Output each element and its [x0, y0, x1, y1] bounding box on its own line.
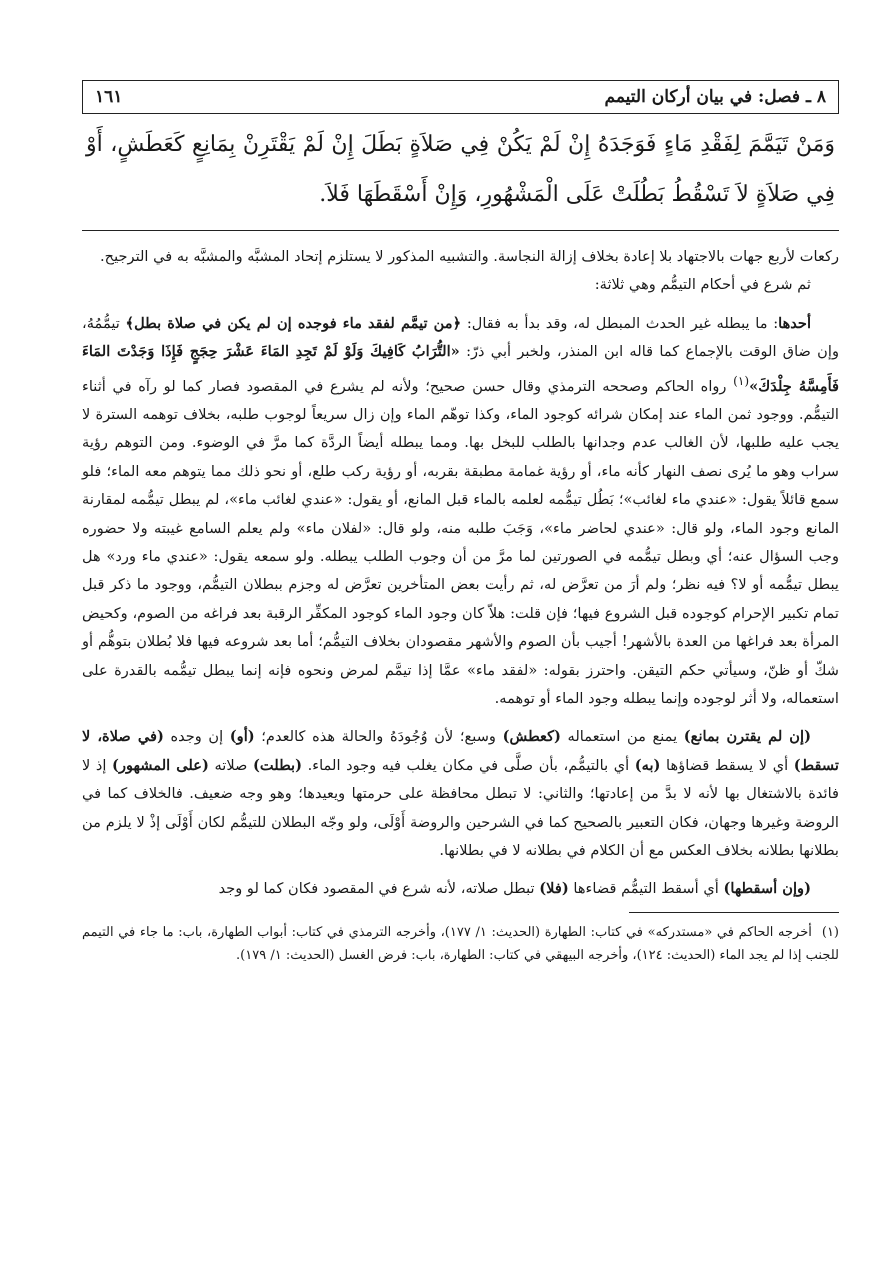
- commentary: [82, 243, 839, 904]
- text-run: : ما يبطله غير الحدث المبطل له، وقد بدأ به فقال:: [461, 314, 779, 332]
- text-run: تيمُّمُهُ، وإن ضاق الوقت بالإجماع كما قاله ابن المنذر، ولخبر أبي ذرّ:: [82, 314, 839, 361]
- footnote-reference[interactable]: (١): [733, 373, 750, 388]
- footnote-rule: [629, 912, 839, 913]
- commentary-paragraph-5: [82, 875, 839, 903]
- keyword: (كعطش): [502, 728, 561, 746]
- matn-quote: ﴿من تيمَّم لفقد ماء فوجده إن لم يكن في صلاة بطل﴾: [125, 314, 462, 332]
- commentary-paragraph-1: ركعات لأربع جهات بالاجتهاد بلا إعادة بخلاف إزالة النجاسة. والتشبيه المذكور لا يستلزم إتحاد المشبَّه والمشبَّه به في الترجيح.: [100, 248, 839, 265]
- separator-rule: [82, 230, 839, 231]
- running-header: [82, 80, 839, 114]
- commentary-paragraph-4: [82, 723, 839, 865]
- text-run: صلاته: [208, 756, 254, 774]
- page-number: ١٦١: [95, 87, 123, 107]
- keyword: (به): [634, 756, 661, 774]
- keyword: (وإن أسقطها): [723, 880, 811, 898]
- hadith-quote: «التُّرَابُ كَافِيكَ وَلَوْ لَمْ تَجِدِ المَاءَ عَشْرَ حِجَجٍ فَإِذَا وَجَدْتَ المَاءَ فَأَمِسَّهُ جِلْدَكَ»: [82, 343, 839, 395]
- text-run: رواه الحاكم وصححه الترمذي وقال حسن صحيح؛ ولأنه لم يشرع في المقصود فصار كما لو رآه في أثناء التيمُّم. ووجود ثمن الماء عند إمكان شرائه كوجود الماء، وكذا توهّم الماء وإن زال سريعاً لوجوب طلبه، بخلاف توهمه السترة لا يجب عليه طلبها، لأن الغالب عدم وجدانها بالطلب للبخل بها. ومما يبطله أيضاً الردَّة كما مرَّ في الوضوء. ومن التوهم رؤية سراب وهو ما يُرى نصف النهار كأنه ماء، أو رؤية غمامة مطبقة بقربه، أو رؤية ركب طلع، أو نحو ذلك مما يتوهم معه الماء؛ فلو سمع قائلاً يقول: «عندي ماء لغائب»؛ بَطُل تيمُّمه لعلمه بالماء قبل المانع، أو يقول: «عندي لغائب ماء»، لم يبطل تيمُّمه لمقارنة المانع وجود الماء، ولو قال: «عندي لحاضر ماء»، وَجَبَ طلبه منه، ولو قال: «لفلان ماء» ولم يعلم السامع غيبته ولا حضوره وجب السؤال عنه؛ أي وبطل تيمُّمه في الصورتين لما مرَّ من أن وجوب الطلب يبطله. ولو سمعه يقول: «عندي ماء ورد» هل يبطل تيمُّمه أو لا؟ فيه نظر؛ ولم أرَ من تعرَّض له، ثم رأيت بعض المتأخرين تعرَّض له وجزم ببطلان التيمُّم، ووجود ما ذكر قبل تمام تكبير الإحرام كوجوده قبل الشروع فيها؛ فإن قلت: هلاّ كان وجود الماء كوجود المكفِّر الرقبة بعد فراغه من الصوم، وكحيض المرأة بعد فراغها من العدة بالأشهر! أجيب بأن الصوم والأشهر مقصودان بخلاف التيمُّم؛ أما بعد شروعه فيها فلا بُطلان بتوهُّم أو شكّ أو ظنّ، وسيأتي حكم التيقن. واحترز بقوله: «لفقد ماء» عمَّا إذا تيمَّم لمرض ونحوه فإنه إنما يبطل تيمُّمه بالقدرة على استعماله، ولا أثر لوجوده وإنما يبطله وجود الماء أو توهمه.: [82, 377, 839, 707]
- keyword: (على المشهور): [112, 756, 209, 774]
- commentary-paragraph-2: ثم شرع في أحكام التيمُّم وهي ثلاثة:: [594, 276, 811, 294]
- keyword: (أو): [229, 728, 255, 746]
- text-run: وسبع؛ لأن وُجُودَهُ والحالة هذه كالعدم؛: [254, 728, 503, 746]
- section-title: ٨ ـ فصل: في بيان أركان التيمم: [604, 87, 826, 107]
- footnote-text: أخرجه الحاكم في «مستدركه» في كتاب: الطهارة (الحديث: ١/ ١٧٧)، وأخرجه الترمذي في كتاب: أبواب الطهارة، باب: ما جاء في التيمم للجنب إذا لم يجد الماء (الحديث: ١٢٤)، وأخرجه البيهقي في كتاب: الطهارة، باب: فرض الغسل (الحديث: ١/ ١٧٩).: [82, 924, 839, 963]
- text-run: إن وجده: [163, 728, 230, 746]
- text-run: أي بالتيمُّم، بأن صلَّى في مكان يغلب فيه وجود الماء.: [302, 756, 635, 774]
- text-run: تبطل صلاته، لأنه شرع في المقصود فكان كما لو وجد: [218, 880, 540, 898]
- matn-text: وَمَنْ تَيَمَّمَ لِفَقْدِ مَاءٍ فَوَجَدَهُ إِنْ لَمْ يَكُنْ فِي صَلاَةٍ بَطَلَ إِنْ لَمْ يَقْتَرِنْ بِمَانِعٍ كَعَطَشٍ، أَوْ فِي صَلاَةٍ لاَ تَسْقُطُ بَطُلَتْ عَلَى الْمَشْهُورِ، وَإِنْ أَسْقَطَهَا فَلاَ.: [86, 132, 835, 207]
- text-run: إذ لا فائدة بالاشتغال بها لأنه لا بدَّ من إعادتها؛ والثاني: لا تبطل محافظة على حرمتها ويعيدها؛ وهو وجه ضعيف. فالخلاف كما في الروضة وغيرها وجهان، فكان التعبير بالصحيح كما في الشرحين والروضة أَوْلَى، ولو وجّه البطلان للتيمُّم لكان أَوْلَى إذْ لا يلزم من بطلانها بطلانه بخلاف العكس مع أن الكلام في بطلانه لا في بطلانها.: [82, 756, 839, 859]
- footnote-number: (١): [821, 924, 839, 940]
- text-run: يمنع من استعماله: [560, 728, 684, 746]
- footnote: [82, 921, 839, 967]
- book-page: [82, 80, 839, 967]
- keyword: (في صلاة، لا تسقط): [82, 728, 839, 774]
- text-run: أي أسقط التيمُّم قضاءها: [568, 880, 724, 898]
- commentary-paragraph-3: [82, 310, 839, 714]
- keyword: (بطلت): [253, 756, 303, 774]
- keyword: أحدها: [778, 314, 812, 332]
- keyword: (فلا): [539, 880, 569, 898]
- keyword: (إن لم يقترن بمانع): [683, 728, 811, 746]
- text-run: أي لا يسقط قضاؤها: [660, 756, 794, 774]
